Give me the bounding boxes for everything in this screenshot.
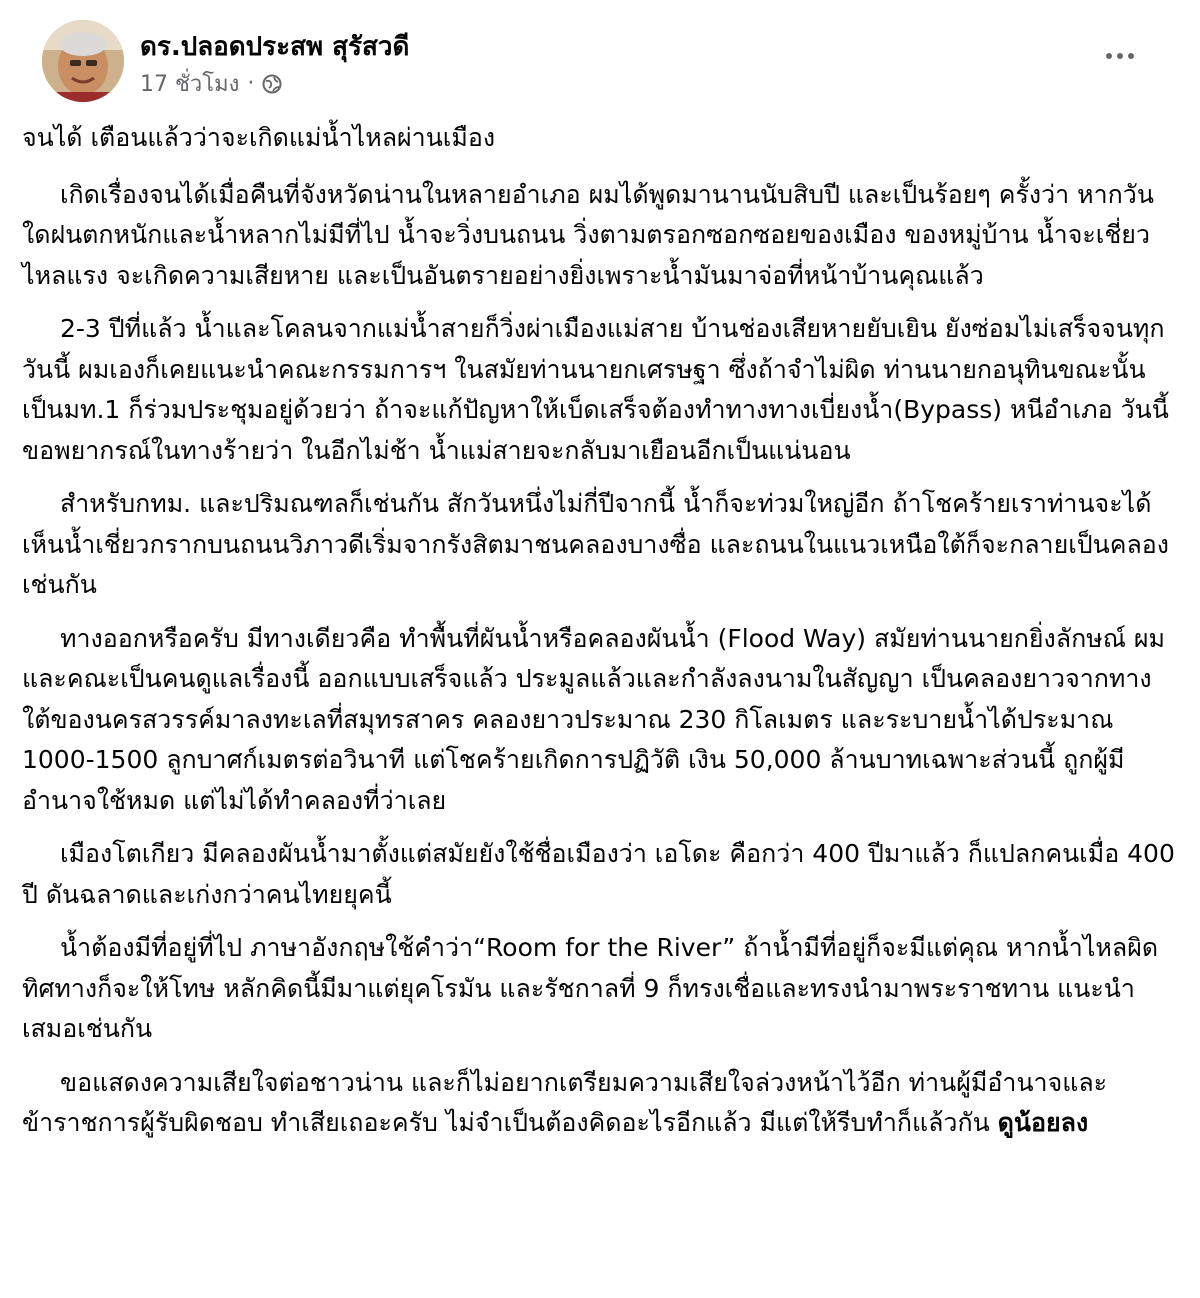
author-avatar[interactable] <box>42 20 124 102</box>
globe-icon[interactable] <box>262 74 282 94</box>
paragraph-text: เมืองโตเกียว มีคลองผันน้ำมาตั้งแต่สมัยยังใช้ชื่อเมืองว่า เอโดะ คือกว่า 400 ปีมาแล้ว ก็แปลกคนเมื่อ 400 ปี ดันฉลาดและเก่งกว่าคนไทยยุคนี้ <box>22 839 1175 909</box>
post-paragraph <box>22 484 1178 606</box>
post-paragraph <box>22 175 1178 297</box>
paragraph-text: เกิดเรื่องจนได้เมื่อคืนที่จังหวัดน่านในหลายอำเภอ ผมได้พูดมานานนับสิบปี และเป็นร้อยๆ ครั้งว่า หากวันใดฝนตกหนักและน้ำหลากไม่มีที่ไป น้ำจะวิ่งบนถนน วิ่งตามตรอกซอกซอยของเมือง ของหมู่บ้าน น้ำจะเชี่ยวไหลแรง จะเกิดความเสียหาย และเป็นอันตรายอย่างยิ่งเพราะน้ำมันมาจ่อที่หน้าบ้านคุณแล้ว <box>22 179 1154 290</box>
author-name[interactable]: ดร.ปลอดประสพ สุรัสวดี <box>140 32 410 62</box>
avatar-image <box>42 20 124 102</box>
post-paragraph <box>22 928 1178 1050</box>
post-paragraph <box>22 118 1178 159</box>
post-paragraph <box>22 1063 1178 1144</box>
post-paragraph <box>22 834 1178 915</box>
paragraph-text: จนได้ เตือนแล้วว่าจะเกิดแม่น้ำไหลผ่านเมือง <box>22 123 496 152</box>
post-timestamp[interactable]: 17 ชั่วโมง <box>140 72 240 97</box>
post-paragraph <box>22 309 1178 471</box>
paragraph-text: 2-3 ปีที่แล้ว น้ำและโคลนจากแม่น้ำสายก็วิ่งผ่าเมืองแม่สาย บ้านช่องเสียหายยับเยิน ยังซ่อมไม่เสร็จจนทุกวันนี้ ผมเองก็เคยแนะนำคณะกรรมการฯ ในสมัยท่านนายกเศรษฐา ซึ่งถ้าจำไม่ผิด ท่านนายกอนุทินขณะนั้นเป็นมท.1 ก็ร่วมประชุมอยู่ด้วยว่า ถ้าจะแก้ปัญหาให้เบ็ดเสร็จต้องทำทางทางเบี่ยงน้ำ(Bypass) หนีอำเภอ วันนี้ขอพยากรณ์ในทางร้ายว่า ในอีกไม่ช้า น้ำแม่สายจะกลับมาเยือนอีกเป็นแน่นอน <box>22 314 1169 465</box>
dot <box>1106 53 1112 59</box>
post-meta <box>140 66 282 101</box>
see-less-link[interactable]: ดูน้อยลง <box>997 1108 1089 1137</box>
post-body <box>22 118 1178 1157</box>
paragraph-text: น้ำต้องมีที่อยู่ที่ไป ภาษาอังกฤษใช้คำว่า“Room for the River” ถ้าน้ำมีที่อยู่ก็จะมีแต่คุณ หากน้ำไหลผิดทิศทางก็จะให้โทษ หลักคิดนี้มีมาแต่ยุคโรมัน และรัชกาลที่ 9 ก็ทรงเชื่อและทรงนำมาพระราชทาน แนะนำเสมอเช่นกัน <box>22 933 1159 1043</box>
paragraph-text: ทางออกหรือครับ มีทางเดียวคือ ทำพื้นที่ผันน้ำหรือคลองผันน้ำ (Flood Way) สมัยท่านนายกยิ่งลักษณ์ ผมและคณะเป็นคนดูแลเรื่องนี้ ออกแบบเสร็จแล้ว ประมูลแล้วและกำลังลงนามในสัญญา เป็นคลองยาวจากทางใต้ของนครสวรรค์มาลงทะเลที่สมุทรสาคร คลองยาวประมาณ 230 กิโลเมตร และระบายน้ำได้ประมาณ 1000-1500 ลูกบาศก์เมตรต่อวินาที แต่โชคร้ายเกิดการปฏิวัติ เงิน 50,000 ล้านบาทเฉพาะส่วนนี้ ถูกผู้มีอำนาจใช้หมด แต่ไม่ได้ทำคลองที่ว่าเลย <box>22 623 1165 815</box>
dot <box>1117 53 1123 59</box>
post-header <box>22 0 1178 112</box>
meta-separator: · <box>247 71 255 96</box>
post-paragraph <box>22 619 1178 822</box>
dot <box>1128 53 1134 59</box>
paragraph-text: สำหรับกทม. และปริมณฑลก็เช่นกัน สักวันหนึ่งไม่กี่ปีจากนี้ น้ำก็จะท่วมใหญ่อีก ถ้าโชคร้ายเราท่านจะได้เห็นน้ำเชี่ยวกรากบนถนนวิภาวดีเริ่มจากรังสิตมาชนคลองบางซื่อ และถนนในแนวเหนือใต้ก็จะกลายเป็นคลองเช่นกัน <box>22 489 1169 599</box>
more-options-icon[interactable] <box>1100 44 1140 68</box>
paragraph-text: ขอแสดงความเสียใจต่อชาวน่าน และก็ไม่อยากเตรียมความเสียใจล่วงหน้าไว้อีก ท่านผู้มีอำนาจและข้าราชการผู้รับผิดชอบ ทำเสียเถอะครับ ไม่จำเป็นต้องคิดอะไรอีกแล้ว มีแต่ให้รีบทำก็แล้วกัน <box>22 1067 1108 1137</box>
